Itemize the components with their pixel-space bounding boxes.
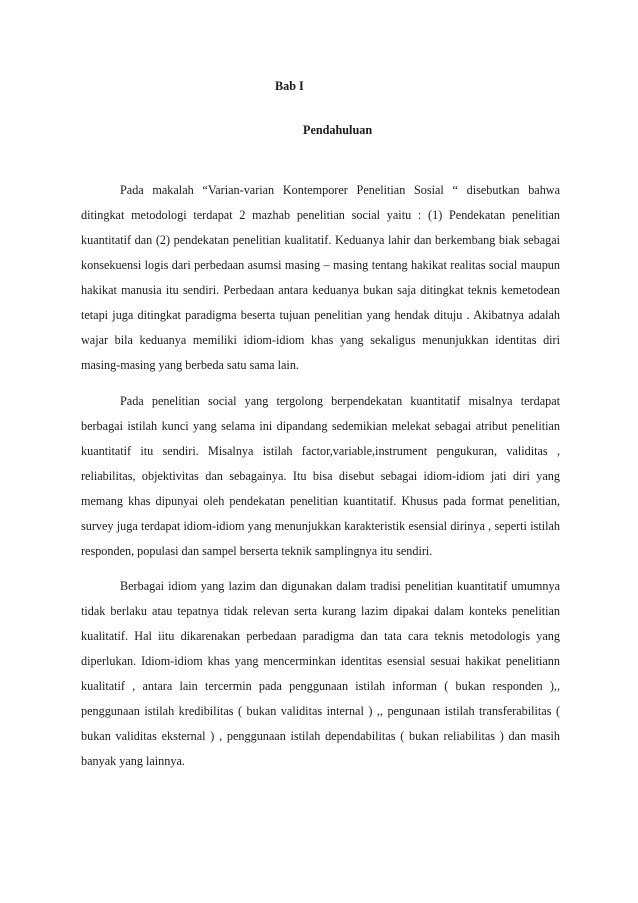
body-text [81,178,560,785]
paragraph-1: Pada makalah “Varian-varian Kontemporer Penelitian Sosial “ disebutkan bahwa ditingkat metodologi terdapat 2 mazhab penelitian social yaitu : (1) Pendekatan penelitian kuantitatif dan (2) pendekatan penelitian kualitatif. Keduanya lahir dan berkembang biak sebagai konsekuensi logis dari perbedaan asumsi masing – masing tentang hakikat realitas social maupun hakikat manusia itu sendiri. Perbedaan antara keduanya bukan saja ditingkat teknis kemetodean tetapi juga ditingkat paradigma beserta tujuan penelitian yang hendak dituju . Akibatnya adalah wajar bila keduanya memiliki idiom-idiom khas yang sekaligus menunjukkan identitas diri masing-masing yang berbeda satu sama lain. [81,183,560,372]
section-title: Pendahuluan [303,123,373,137]
paragraph-2: Pada penelitian social yang tergolong berpendekatan kuantitatif misalnya terdapat berbagai istilah kunci yang selama ini dipandang sedemikian melekat sebagai atribut penelitian kuantitatif itu sendiri. Misalnya istilah factor,variable,instrument pengukuran, validitas , reliabilitas, objektivitas dan sebagainya. Itu bisa disebut sebagai idiom-idiom jati diri yang memang khas dipunyai oleh pendekatan penelitian kuantitatif. Khusus pada format penelitian, survey juga terdapat idiom-idiom yang menunjukkan karakteristik esensial dirinya , seperti istilah responden, populasi dan sampel berserta teknik samplingnya itu sendiri. [81,393,560,558]
chapter-title: Bab I [275,79,304,93]
paragraph-3: Berbagai idiom yang lazim dan digunakan dalam tradisi penelitian kuantitatif umumnya tidak berlaku atau tepatnya tidak relevan serta kurang lazim dipakai dalam konteks penelitian kualitatif. Hal iitu dikarenakan perbedaan paradigma dan tata cara teknis metodologis yang diperlukan. Idiom-idiom khas yang mencerminkan identitas esensial sesuai hakikat penelitiann kualitatif , antara lain tercermin pada penggunaan istilah informan ( bukan responden ),, penggunaan istilah kredibilitas ( bukan validitas internal ) ,, pengunaan istilah transferabilitas ( bukan validitas eksternal ) , penggunaan istilah dependabilitas ( bukan reliabilitas ) dan masih banyak yang lainnya. [81,579,560,768]
